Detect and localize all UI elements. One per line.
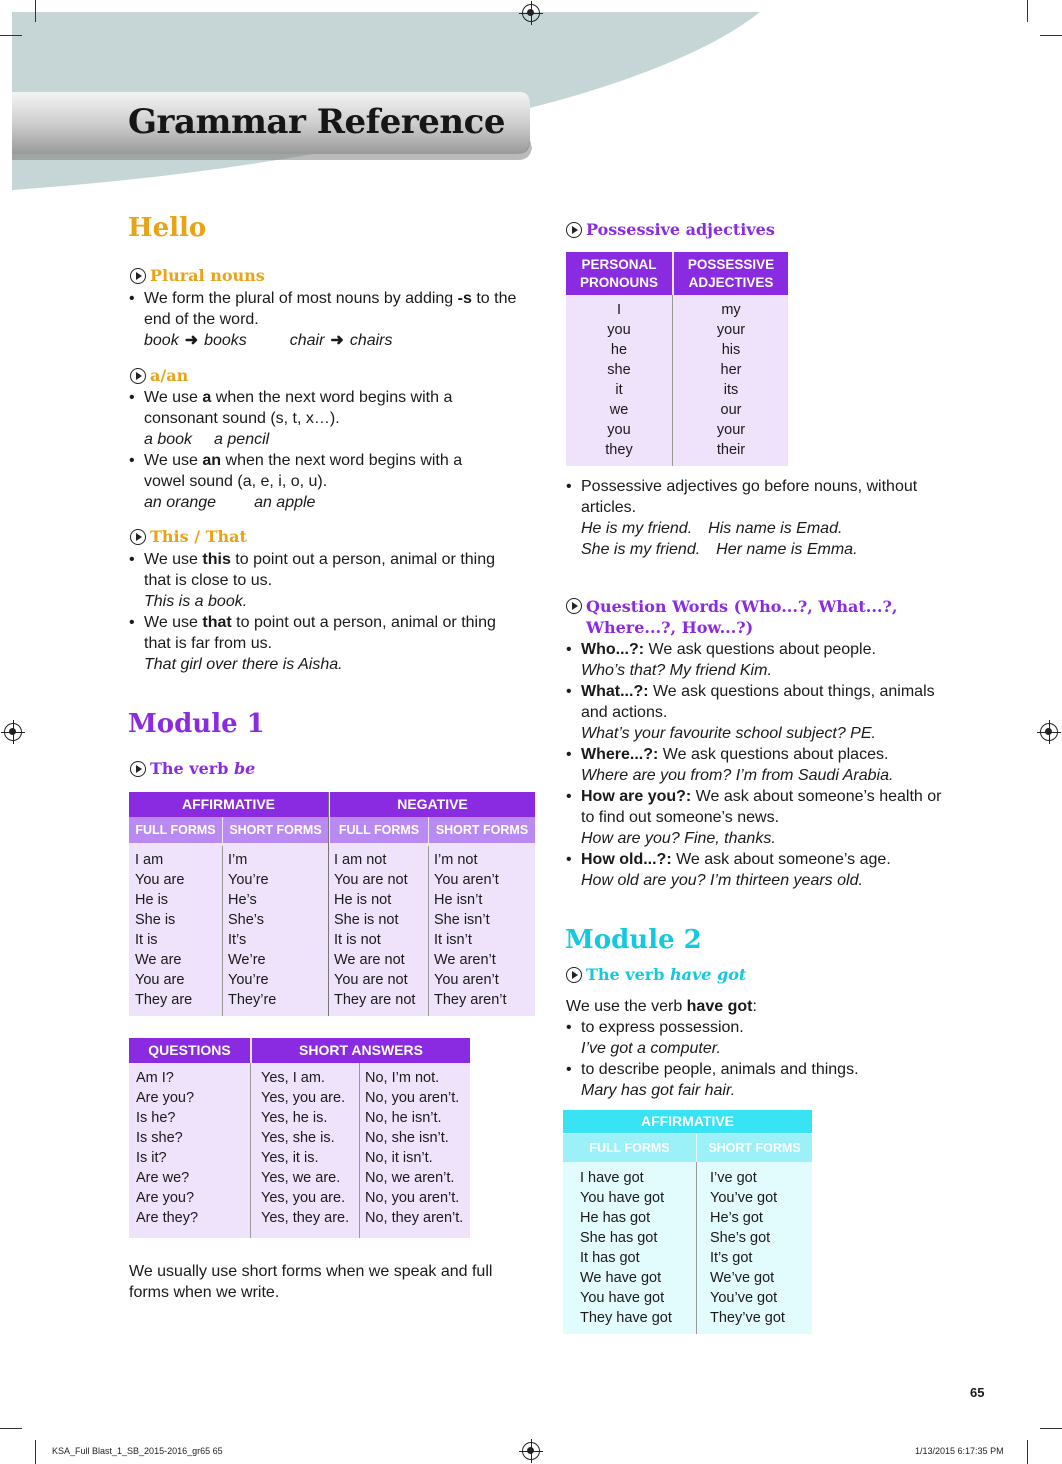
question-words-list xyxy=(566,639,951,891)
module-1-heading: Module 1 xyxy=(128,709,265,739)
short-forms-note: We usually use short forms when we speak and full forms when we write. xyxy=(129,1263,493,1301)
list-item: • How are you?: We ask about someone’s health or to find out someone’s news. xyxy=(566,786,951,828)
list-item: • Possessive adjectives go before nouns, without articles. xyxy=(566,476,946,518)
table-cell: your xyxy=(716,322,746,338)
table-cell: He’s xyxy=(228,892,257,908)
list-item: • We form the plural of most nouns by adding -s to the end of the word. xyxy=(129,288,519,330)
example: Where are you from? I’m from Saudi Arabia. xyxy=(581,767,894,784)
divider xyxy=(250,1063,251,1238)
list-item: • Who...?: We ask questions about people. xyxy=(566,639,951,660)
example: Who’s that? My friend Kim. xyxy=(581,662,772,679)
crop-mark xyxy=(1040,35,1062,36)
table-cell: You are not xyxy=(334,872,408,888)
table-cell: They’ve got xyxy=(710,1310,785,1326)
page-number: 65 xyxy=(970,1385,985,1400)
table-cell: He is xyxy=(135,892,169,908)
list-item: • We use a when the next word begins with a consonant sound (s, t, x…). xyxy=(129,387,489,429)
registration-mark-icon xyxy=(522,1442,540,1460)
table-header: QUESTIONS xyxy=(129,1038,250,1063)
table-cell: No, she isn’t. xyxy=(365,1130,449,1146)
table-cell: Yes, he is. xyxy=(261,1110,328,1126)
table-cell: it xyxy=(615,382,623,398)
crop-mark xyxy=(1040,1428,1062,1429)
have-got-table xyxy=(563,1110,812,1334)
table-cell: We aren’t xyxy=(434,952,496,968)
table-subheader: FULL FORMS xyxy=(129,817,222,843)
table-cell: they xyxy=(605,442,633,458)
registration-mark-icon xyxy=(1040,723,1058,741)
no-answers-column xyxy=(365,1068,463,1228)
table-cell: you xyxy=(607,322,631,338)
table-cell: Yes, we are. xyxy=(261,1170,341,1186)
plural-nouns-block xyxy=(129,288,519,351)
table-cell: Are they? xyxy=(136,1210,199,1226)
table-cell: her xyxy=(720,362,742,378)
table-cell: Is she? xyxy=(136,1130,183,1146)
table-cell: I have got xyxy=(580,1170,644,1186)
table-cell: I xyxy=(616,302,622,318)
list-item: • We use that to point out a person, animal or thing that is far from us. xyxy=(129,612,524,654)
crop-mark xyxy=(0,35,22,36)
list-item: • to describe people, animals and things. xyxy=(566,1059,951,1080)
table-subheader: FULL FORMS xyxy=(330,817,428,843)
table-cell: I’m not xyxy=(434,852,478,868)
aff-short-column xyxy=(228,850,276,1010)
table-cell: No, you aren’t. xyxy=(365,1090,460,1106)
possessive-notes xyxy=(566,476,946,560)
have-got-full-column xyxy=(580,1168,672,1328)
table-cell: We are not xyxy=(334,952,405,968)
example: a book a pencil xyxy=(144,431,270,448)
table-cell: I’ve got xyxy=(710,1170,757,1186)
table-cell: You aren’t xyxy=(434,972,499,988)
table-cell: You’re xyxy=(228,872,269,888)
table-cell: We are xyxy=(135,952,182,968)
have-got-short-column xyxy=(710,1168,785,1328)
table-cell: Are you? xyxy=(136,1190,195,1206)
verb-have-got-title: The verb have got xyxy=(566,965,746,984)
table-cell: He isn’t xyxy=(434,892,483,908)
table-cell: It’s xyxy=(228,932,247,948)
table-cell: She’s xyxy=(228,912,265,928)
table-cell: They’re xyxy=(228,992,277,1008)
table-cell: their xyxy=(716,442,746,458)
divider xyxy=(359,1063,360,1238)
header-band xyxy=(0,0,1062,200)
list-item: • to express possession. xyxy=(566,1017,951,1038)
list-item: • What...?: We ask questions about things, animals and actions. xyxy=(566,681,951,723)
divider xyxy=(328,792,329,1016)
table-cell: its xyxy=(723,382,739,398)
table-header: SHORT ANSWERS xyxy=(252,1038,470,1063)
table-cell: she xyxy=(607,362,631,378)
table-cell: he xyxy=(610,342,628,358)
table-cell: You aren’t xyxy=(434,872,499,888)
table-cell: It’s got xyxy=(710,1250,753,1266)
crop-mark xyxy=(0,1428,22,1429)
table-cell: She is xyxy=(135,912,176,928)
play-icon[interactable] xyxy=(130,529,146,545)
possessive-table xyxy=(566,252,788,466)
table-cell: Is it? xyxy=(136,1150,167,1166)
table-cell: I am xyxy=(135,852,164,868)
table-cell: They have got xyxy=(580,1310,672,1326)
question-words-title: Question Words (Who...?, What...?, Where...?, How...?) xyxy=(566,596,966,638)
table-cell: No, I’m not. xyxy=(365,1070,440,1086)
example: That girl over there is Aisha. xyxy=(144,656,343,673)
table-header: AFFIRMATIVE xyxy=(563,1110,812,1133)
table-subheader: SHORT FORMS xyxy=(697,1134,812,1162)
a-an-title: a/an xyxy=(130,366,188,385)
adjectives-column xyxy=(674,300,788,460)
table-subheader: FULL FORMS xyxy=(563,1134,696,1162)
verb-be-title: The verb be xyxy=(130,759,255,778)
page-title: Grammar Reference xyxy=(128,102,505,142)
possessive-adjectives-title: Possessive adjectives xyxy=(566,220,775,239)
table-cell: You have got xyxy=(580,1190,665,1206)
arrow-right-icon: ➜ xyxy=(184,332,199,349)
table-cell: Am I? xyxy=(136,1070,174,1086)
pronouns-column xyxy=(566,300,672,460)
play-icon[interactable] xyxy=(566,598,582,614)
divider xyxy=(222,846,223,1016)
example: This is a book. xyxy=(144,593,248,610)
crop-mark xyxy=(35,0,36,22)
table-cell: his xyxy=(721,342,741,358)
table-subheader: SHORT FORMS xyxy=(429,817,535,843)
table-header: AFFIRMATIVE xyxy=(129,792,328,817)
table-cell: your xyxy=(716,422,746,438)
example: He is my friend. His name is Emad. xyxy=(581,520,843,537)
table-cell: She isn’t xyxy=(434,912,490,928)
table-cell: No, he isn’t. xyxy=(365,1110,442,1126)
registration-mark-icon xyxy=(522,4,540,22)
table-cell: Yes, you are. xyxy=(261,1190,346,1206)
example: Mary has got fair hair. xyxy=(581,1082,736,1099)
play-icon[interactable] xyxy=(130,268,146,284)
play-icon[interactable] xyxy=(566,967,582,983)
table-cell: you xyxy=(607,422,631,438)
plural-nouns-title: Plural nouns xyxy=(130,266,265,285)
table-cell: He is not xyxy=(334,892,392,908)
yes-answers-column xyxy=(261,1068,349,1228)
table-cell: We have got xyxy=(580,1270,662,1286)
table-cell: They aren’t xyxy=(434,992,507,1008)
intro-line: We use the verb have got: xyxy=(566,998,757,1015)
play-icon[interactable] xyxy=(130,368,146,384)
questions-table xyxy=(129,1038,470,1238)
table-cell: They are xyxy=(135,992,193,1008)
registration-mark-icon xyxy=(4,723,22,741)
this-that-block xyxy=(129,549,524,675)
table-cell: We’re xyxy=(228,952,266,968)
table-cell: Yes, you are. xyxy=(261,1090,346,1106)
crop-mark xyxy=(1027,0,1028,22)
list-item: • We use an when the next word begins with a vowel sound (a, e, i, o, u). xyxy=(129,450,489,492)
hello-heading: Hello xyxy=(128,213,207,243)
table-cell: I’m xyxy=(228,852,248,868)
slug-right: 1/13/2015 6:17:35 PM xyxy=(915,1446,1004,1456)
example: I’ve got a computer. xyxy=(581,1040,721,1057)
arrow-right-icon: ➜ xyxy=(330,332,344,349)
example: book ➜ books chair ➜ chairs xyxy=(144,332,393,349)
table-header: PERSONAL PRONOUNS xyxy=(566,252,672,295)
table-cell: They are not xyxy=(334,992,416,1008)
table-cell: She’s got xyxy=(710,1230,771,1246)
slug-left: KSA_Full Blast_1_SB_2015-2016_gr65 65 xyxy=(52,1446,223,1456)
table-cell: No, we aren’t. xyxy=(365,1170,455,1186)
table-cell: Are we? xyxy=(136,1170,190,1186)
table-header: NEGATIVE xyxy=(330,792,535,817)
crop-mark xyxy=(35,1440,36,1464)
table-cell: You’ve got xyxy=(710,1290,778,1306)
example: She is my friend. Her name is Emma. xyxy=(581,541,858,558)
neg-short-column xyxy=(434,850,507,1010)
play-icon[interactable] xyxy=(130,761,146,777)
table-cell: my xyxy=(721,302,741,318)
divider xyxy=(672,295,673,466)
crop-mark xyxy=(1027,1440,1028,1464)
questions-column xyxy=(136,1068,198,1228)
table-cell: You’re xyxy=(228,972,269,988)
verb-be-table xyxy=(129,792,535,1016)
table-cell: we xyxy=(609,402,629,418)
table-cell: our xyxy=(720,402,742,418)
table-cell: It is xyxy=(135,932,158,948)
table-cell: It is not xyxy=(334,932,381,948)
a-an-block xyxy=(129,387,489,513)
divider xyxy=(696,1162,697,1334)
table-cell: No, they aren’t. xyxy=(365,1210,464,1226)
table-cell: You are not xyxy=(334,972,408,988)
example: What’s your favourite school subject? PE. xyxy=(581,725,876,742)
example: an orange an apple xyxy=(144,494,316,511)
example: How are you? Fine, thanks. xyxy=(581,830,776,847)
example: How old are you? I’m thirteen years old. xyxy=(581,872,863,889)
table-cell: You have got xyxy=(580,1290,665,1306)
table-header: POSSESSIVE ADJECTIVES xyxy=(674,252,788,295)
this-that-title: This / That xyxy=(130,527,247,546)
module-2-heading: Module 2 xyxy=(565,925,702,955)
play-icon[interactable] xyxy=(566,222,582,238)
table-cell: He has got xyxy=(580,1210,651,1226)
table-cell: We’ve got xyxy=(710,1270,775,1286)
list-item: • We use this to point out a person, animal or thing that is close to us. xyxy=(129,549,524,591)
table-cell: It has got xyxy=(580,1250,640,1266)
table-cell: No, you aren’t. xyxy=(365,1190,460,1206)
table-cell: Is he? xyxy=(136,1110,176,1126)
list-item: • Where...?: We ask questions about places. xyxy=(566,744,951,765)
table-cell: Are you? xyxy=(136,1090,195,1106)
aff-full-column xyxy=(135,850,192,1010)
table-cell: It isn’t xyxy=(434,932,472,948)
table-cell: Yes, they are. xyxy=(261,1210,350,1226)
table-cell: She has got xyxy=(580,1230,658,1246)
have-got-intro xyxy=(566,996,951,1101)
table-cell: You are xyxy=(135,872,185,888)
table-cell: Yes, it is. xyxy=(261,1150,319,1166)
neg-full-column xyxy=(334,850,415,1010)
table-cell: He’s got xyxy=(710,1210,763,1226)
table-cell: Yes, she is. xyxy=(261,1130,335,1146)
table-cell: Yes, I am. xyxy=(261,1070,325,1086)
table-subheader: SHORT FORMS xyxy=(223,817,328,843)
table-cell: I am not xyxy=(334,852,387,868)
table-cell: You’ve got xyxy=(710,1190,778,1206)
table-cell: She is not xyxy=(334,912,399,928)
table-cell: You are xyxy=(135,972,185,988)
table-cell: No, it isn’t. xyxy=(365,1150,433,1166)
divider xyxy=(428,846,429,1016)
list-item: • How old...?: We ask about someone’s age. xyxy=(566,849,951,870)
